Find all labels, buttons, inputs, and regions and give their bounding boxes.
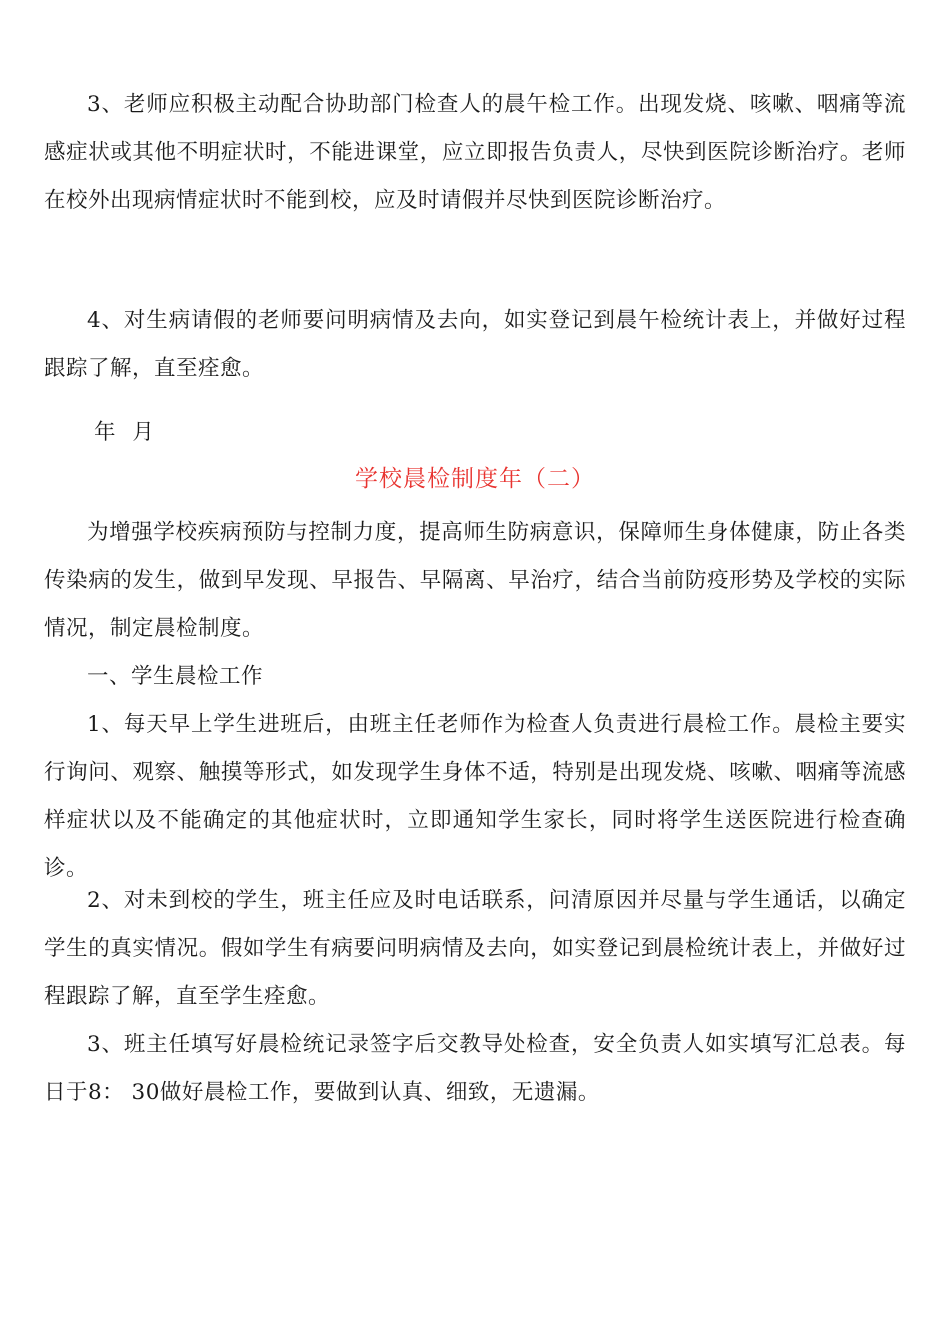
date-line: 年 月 xyxy=(94,420,154,445)
paragraph-student-item-1: 1、每天早上学生进班后，由班主任老师作为检查人负责进行晨检工作。晨检主要实行询问、观察、触摸等形式，如发现学生身体不适，特别是出现发烧、咳嗽、咽痛等流感样症状以及不能确定的其他症状时，立即通知学生家长，同时将学生送医院进行检查确诊。 xyxy=(44,712,906,881)
paragraph-student-item-2: 2、对未到校的学生，班主任应及时电话联系，问清原因并尽量与学生通话，以确定学生的真实情况。假如学生有病要问明病情及去向，如实登记到晨检统计表上，并做好过程跟踪了解，直至学生痊愈。 xyxy=(44,888,906,1009)
document-title: 学校晨检制度年（二） xyxy=(355,466,595,492)
paragraph-teacher-item-4: 4、对生病请假的老师要问明病情及去向，如实登记到晨午检统计表上，并做好过程跟踪了解，直至痊愈。 xyxy=(44,308,906,381)
paragraph-student-item-3: 3、班主任填写好晨检统记录签字后交教导处检查，安全负责人如实填写汇总表。每日于8： 30做好晨检工作，要做到认真、细致，无遗漏。 xyxy=(44,1032,906,1105)
document-page xyxy=(44,0,906,1344)
section-heading-student-checks: 一、学生晨检工作 xyxy=(87,664,264,689)
paragraph-intro: 为增强学校疾病预防与控制力度，提高师生防病意识，保障师生身体健康，防止各类传染病的发生，做到早发现、早报告、早隔离、早治疗，结合当前防疫形势及学校的实际情况，制定晨检制度。 xyxy=(44,520,906,641)
paragraph-teacher-item-3: 3、老师应积极主动配合协助部门检查人的晨午检工作。出现发烧、咳嗽、咽痛等流感症状或其他不明症状时，不能进课堂，应立即报告负责人，尽快到医院诊断治疗。老师在校外出现病情症状时不能到校，应及时请假并尽快到医院诊断治疗。 xyxy=(44,92,906,213)
